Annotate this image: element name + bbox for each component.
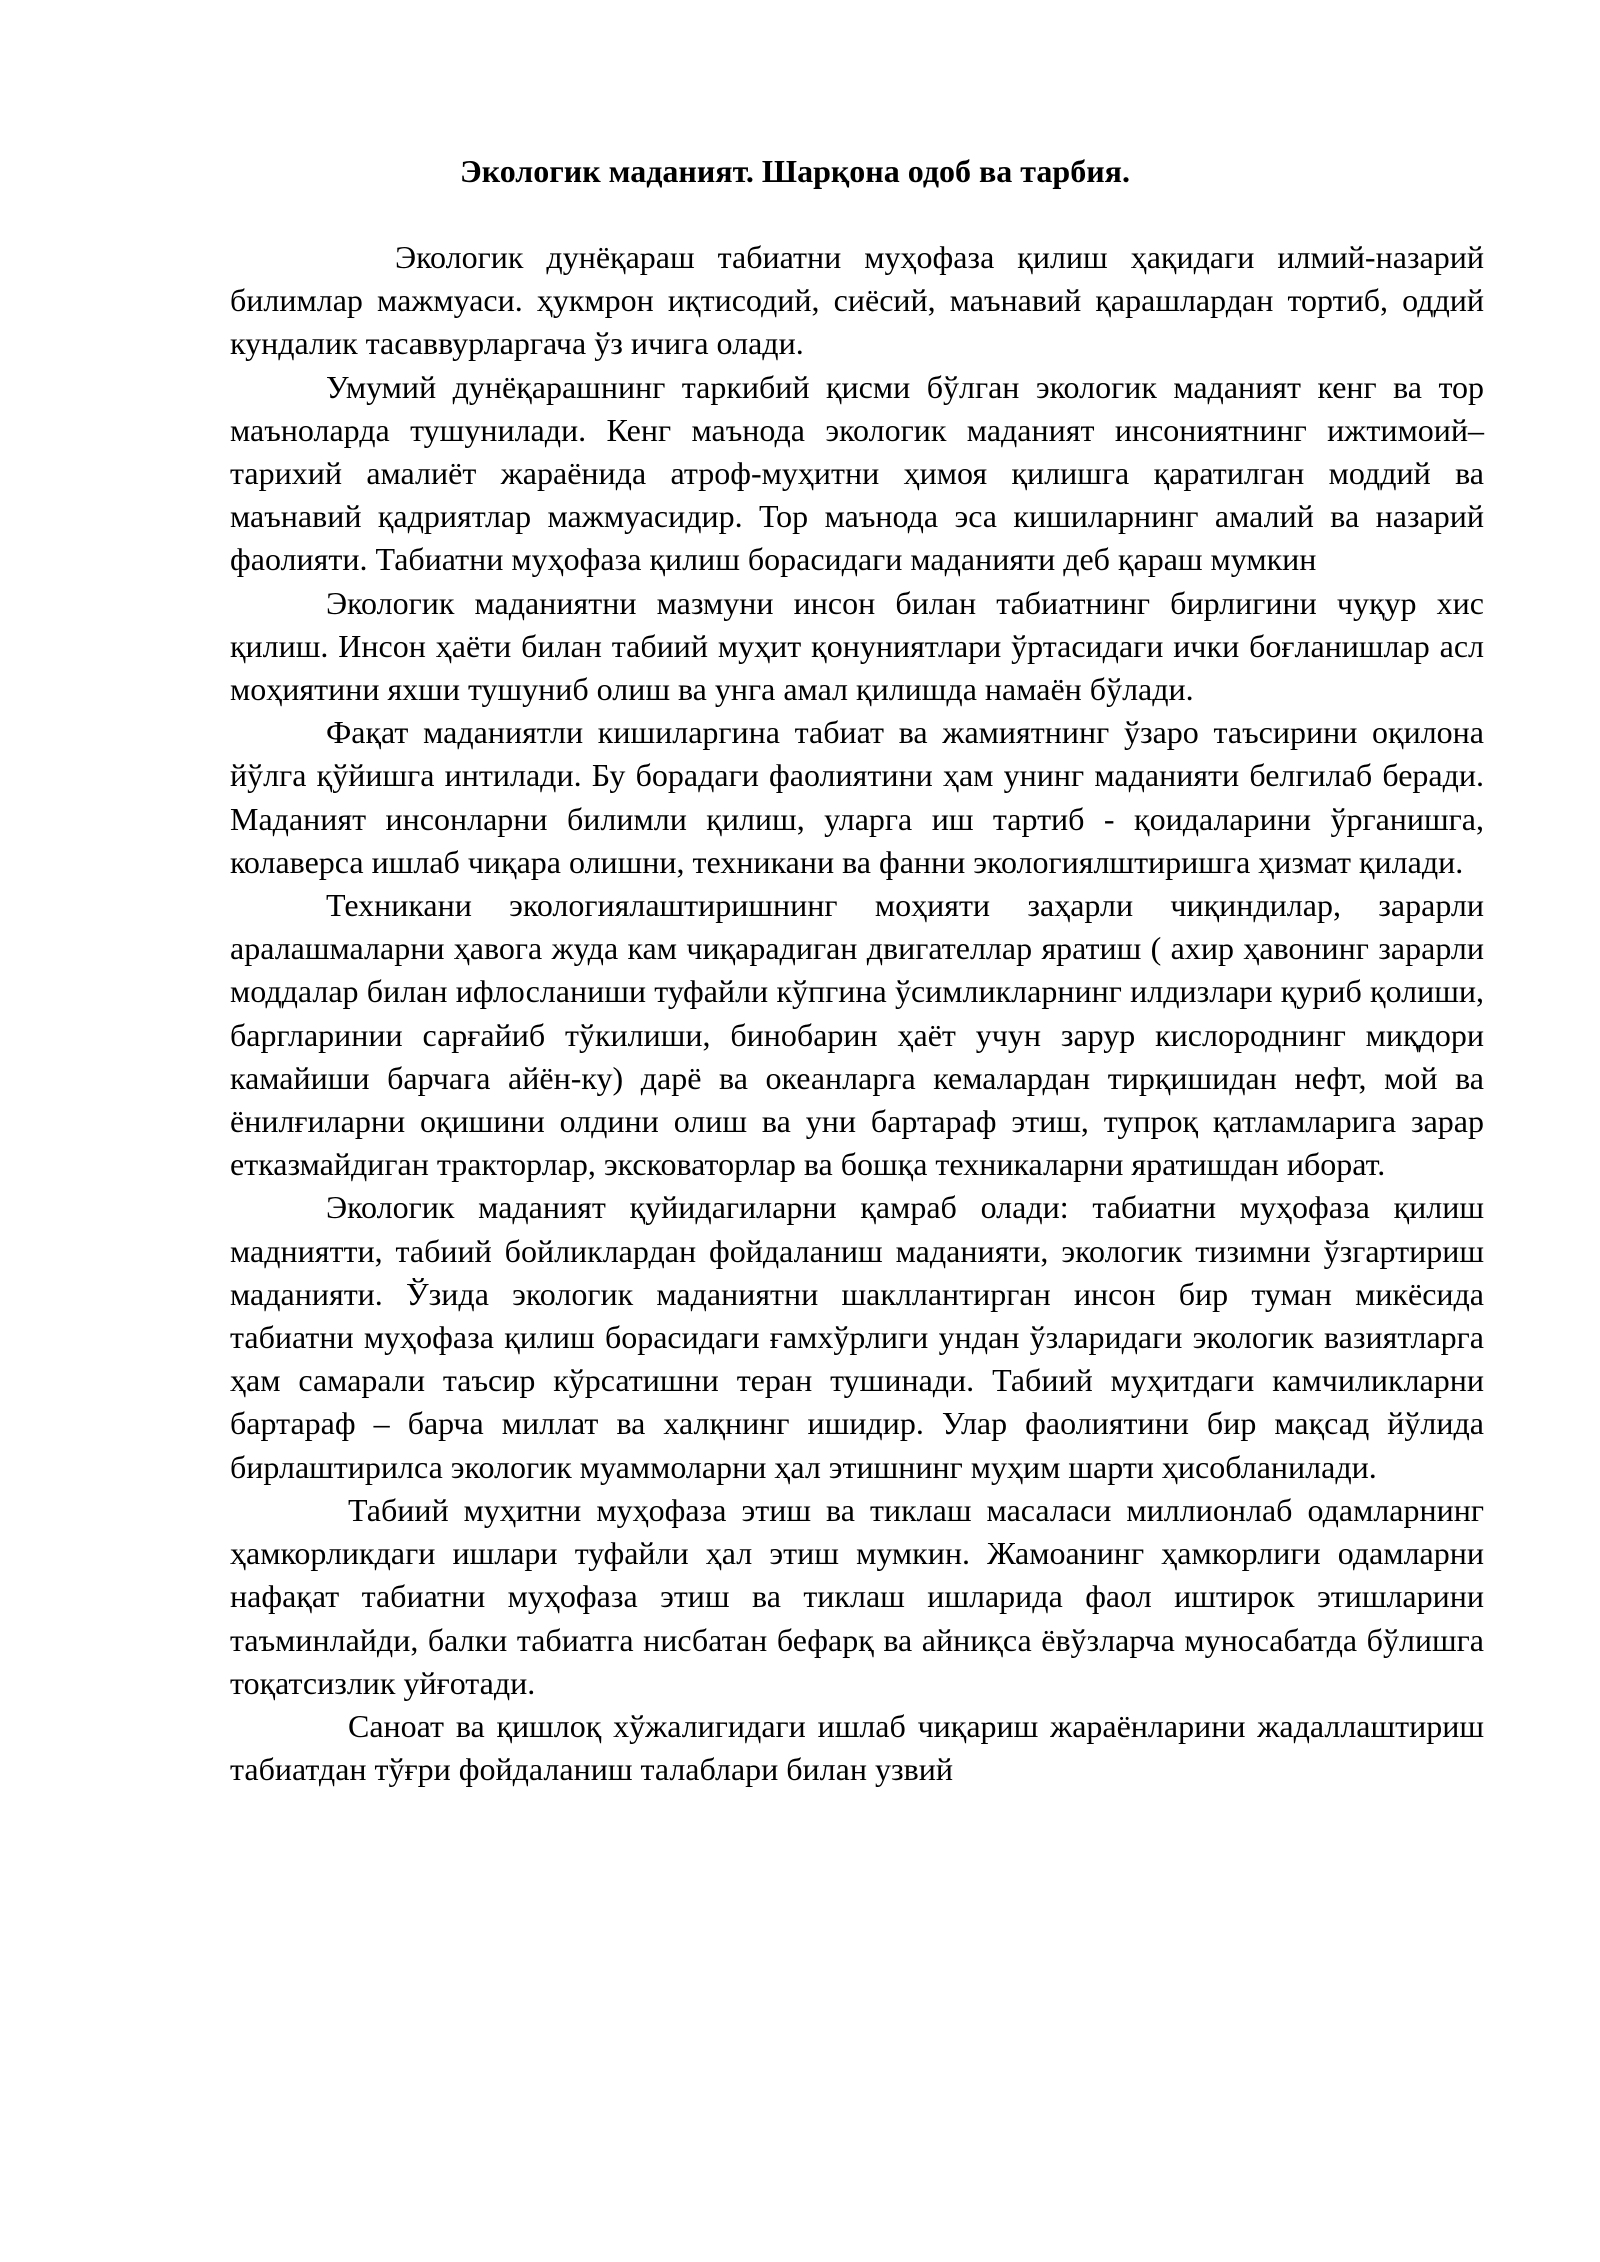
paragraph: Умумий дунёқарашнинг таркибий қисми бўлган экологик маданият кенг ва тор маъноларда тушунилади. Кенг маънода экологик маданият инсониятнинг ижтимоий–тарихий амалиёт жараёнида атроф-муҳитни ҳимоя қилишга қаратилган моддий ва маънавий қадриятлар мажмуасидир. Тор маънода эса кишиларнинг амалий ва назарий фаолияти. Табиатни муҳофаза қилиш борасидаги маданияти деб қараш мумкин: [230, 368, 1484, 578]
paragraph: Техникани экологиялаштиришнинг моҳияти заҳарли чиқиндилар, зарарли аралашмаларни ҳавога жуда кам чиқарадиган двигателлар яратиш ( ахир ҳавонинг зарарли моддалар билан ифлосланиши туфайли кўпгина ўсимликларнинг илдизлари қуриб қолиши, баргларинии сарғайиб тўкилиши, бинобарин ҳаёт учун зарур кислороднинг миқдори камайиши барчага айён-ку) дарё ва океанларга кемалардан тирқишидан нефт, мой ва ёнилғиларни оқишини олдини олиш ва уни бартараф этиш, тупроқ қатламларига зарар етказмайдиган тракторлар, эксковаторлар ва бошқа техникаларни яратишдан иборат.: [230, 887, 1484, 1183]
paragraph: Экологик маданият қуйидагиларни қамраб олади: табиатни муҳофаза қилиш мадниятти, табиий бойликлардан фойдаланиш маданияти, экологик тизимни ўзгартириш маданияти. Ўзида экологик маданиятни шакллантирган инсон бир туман микёсида табиатни муҳофаза қилиш борасидаги ғамхўрлиги ундан ўзларидаги экологик вазиятларга ҳам самарали таъсир кўрсатишни теран тушинади. Табиий муҳитдаги камчиликларни бартараф – барча миллат ва халқнинг ишидир. Улар фаолиятини бир мақсад йўлида бирлаштирилса экологик муаммоларни ҳал этишнинг муҳим шарти ҳисобланилади.: [230, 1189, 1484, 1485]
paragraph: Фақат маданиятли кишиларгина табиат ва жамиятнинг ўзаро таъсирини оқилона йўлга қўйишга интилади. Бу борадаги фаолиятини ҳам унинг маданияти белгилаб беради. Маданият инсонларни билимли қилиш, уларга иш тартиб - қоидаларини ўрганишга, колаверса ишлаб чиқара олишни, техникани ва фанни экологиялштиришга ҳизмат қилади.: [230, 714, 1484, 880]
document-body: [230, 150, 1484, 1791]
paragraph: Экологик дунёқараш табиатни муҳофаза қилиш ҳақидаги илмий-назарий билимлар мажмуаси. ҳукмрон иқтисодий, сиёсий, маънавий қарашлардан тортиб, оддий кундалик тасаввурларгача ўз ичига олади.: [230, 239, 1484, 362]
paragraph: Саноат ва қишлоқ хўжалигидаги ишлаб чиқариш жараёнларини жадаллаштириш табиатдан тўғри фойдаланиш талаблари билан узвий: [230, 1707, 1484, 1788]
paragraph: Экологик маданиятни мазмуни инсон билан табиатнинг бирлигини чуқур хис қилиш. Инсон ҳаёти билан табиий муҳит қонуниятлари ўртасидаги ички боғланишлар асл моҳиятини яхши тушуниб олиш ва унга амал қилишда намаён бўлади.: [230, 584, 1484, 708]
document-title: Экологик маданият. Шарқона одоб ва тарбия.: [460, 153, 1130, 189]
paragraph: Табиий муҳитни муҳофаза этиш ва тиклаш масаласи миллионлаб одамларнинг ҳамкорликдаги ишлари туфайли ҳал этиш мумкин. Жамоанинг ҳамкорлиги одамларни нафақат табиатни муҳофаза этиш ва тиклаш ишларида фаол иштирок этишларини таъминлайди, балки табиатга нисбатан бефарқ ва айниқса ёвўзларча муносабатда бўлишга тоқатсизлик уйғотади.: [230, 1491, 1484, 1701]
